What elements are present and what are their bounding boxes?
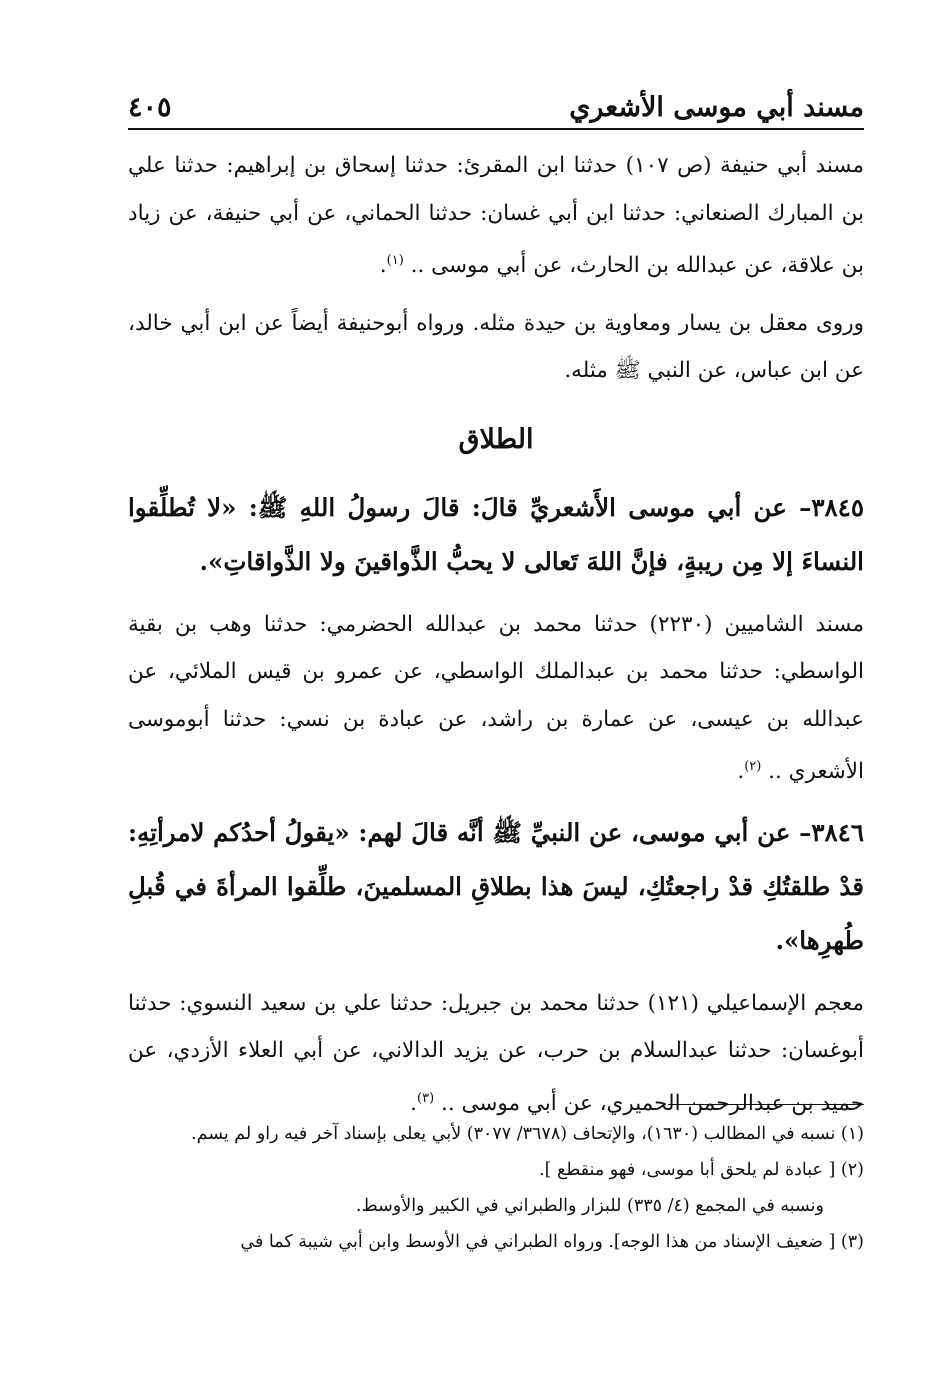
footnote-2: (٢) [ عبادة لم يلحق أبا موسى، فهو منقطع ]. bbox=[539, 1160, 864, 1180]
paragraph-mujam-ismaili bbox=[128, 980, 864, 1128]
footnote-divider bbox=[668, 1104, 864, 1105]
page-header bbox=[128, 84, 864, 130]
section-title: الطلاق bbox=[458, 423, 534, 455]
paragraph-text: مسند الشاميين (٢٢٣٠) حدثنا محمد بن عبدالله الحضرمي: حدثنا وهب بن بقية الواسطي: حدثنا محمد بن عبدالملك الواسطي، عن عمرو بن قيس الملائي، عن عبدالله بن عيسى، عن عمارة بن راشد، عن عبادة بن نسي: حدثنا أبوموسى الأشعري .. bbox=[128, 611, 864, 785]
footnotes bbox=[128, 1116, 864, 1260]
paragraph-text: مسند أبي حنيفة (ص ١٠٧) حدثنا ابن المقرئ: حدثنا إسحاق بن إبراهيم: حدثنا علي بن المبارك الصنعاني: حدثنا ابن أبي غسان: حدثنا الحماني، عن أبي حنيفة، عن زياد بن علاقة، عن عبدالله بن الحارث، عن أبي موسى .. bbox=[128, 153, 864, 279]
footnote-2-continuation: ونسبه في المجمع (٤/ ٣٣٥) للبزار والطبراني في الكبير والأوسط. bbox=[355, 1196, 824, 1216]
hadith-3846: ٣٨٤٦– عن أبي موسى، عن النبيِّ ﷺ أنَّه قالَ لهم: «يقولُ أحدُكم لامرأتِهِ: قدْ طلقتُكِ قدْ راجعتُكِ، ليسَ هذا بطلاقِ المسلمينَ، طلِّقوا المرأةَ في قُبلِ طُهرِها». bbox=[128, 817, 864, 955]
page-number: ٤٠٥ bbox=[128, 92, 172, 123]
paragraph-musnad-shamiyyin bbox=[128, 601, 864, 796]
footnote-1: (١) نسبه في المطالب (١٦٣٠)، والإتحاف (٣٦٧٨/ ٣٠٧٧) لأبي يعلى بإسناد آخر فيه راو لم يسم. bbox=[191, 1124, 864, 1144]
hadith-3845: ٣٨٤٥– عن أبي موسى الأَشعريِّ قالَ: قالَ رسولُ اللهِ ﷺ: «لا تُطلِّقوا النساءَ إلا مِن ريبةٍ، فإنَّ اللهَ تَعالى لا يحبُّ الذَّواقينَ ولا الذَّواقاتِ». bbox=[128, 492, 864, 576]
paragraph-end: . bbox=[379, 253, 387, 279]
running-title: مسند أبي موسى الأشعري bbox=[569, 92, 864, 123]
body-text bbox=[128, 142, 864, 1137]
paragraph-musnad-abi-hanifa bbox=[128, 142, 864, 290]
footnote-ref-2: (٢) bbox=[744, 759, 762, 775]
footnote-ref-3: (٣) bbox=[417, 1090, 435, 1106]
paragraph-end: . bbox=[410, 1090, 417, 1116]
paragraph-end: . bbox=[737, 759, 745, 785]
paragraph-text: معجم الإسماعيلي (١٢١) حدثنا محمد بن جبريل: حدثنا علي بن سعيد النسوي: حدثنا أبوغسان: حدثنا عبدالسلام بن حرب، عن يزيد الدالاني، عن أبي العلاء الأزدي، عن حميد بن عبدالرحمن الحميري، عن أبي موسى .. bbox=[128, 990, 864, 1116]
paragraph-narrations: وروى معقل بن يسار ومعاوية بن حيدة مثله. ورواه أبوحنيفة أيضاً عن ابن أبي خالد، عن ابن عباس، عن النبي ﷺ مثله. bbox=[128, 310, 864, 384]
footnote-3: (٣) [ ضعيف الإسناد من هذا الوجه]. ورواه الطبراني في الأوسط وابن أبي شيبة كما في bbox=[240, 1232, 864, 1252]
footnote-ref-1: (١) bbox=[386, 253, 404, 268]
